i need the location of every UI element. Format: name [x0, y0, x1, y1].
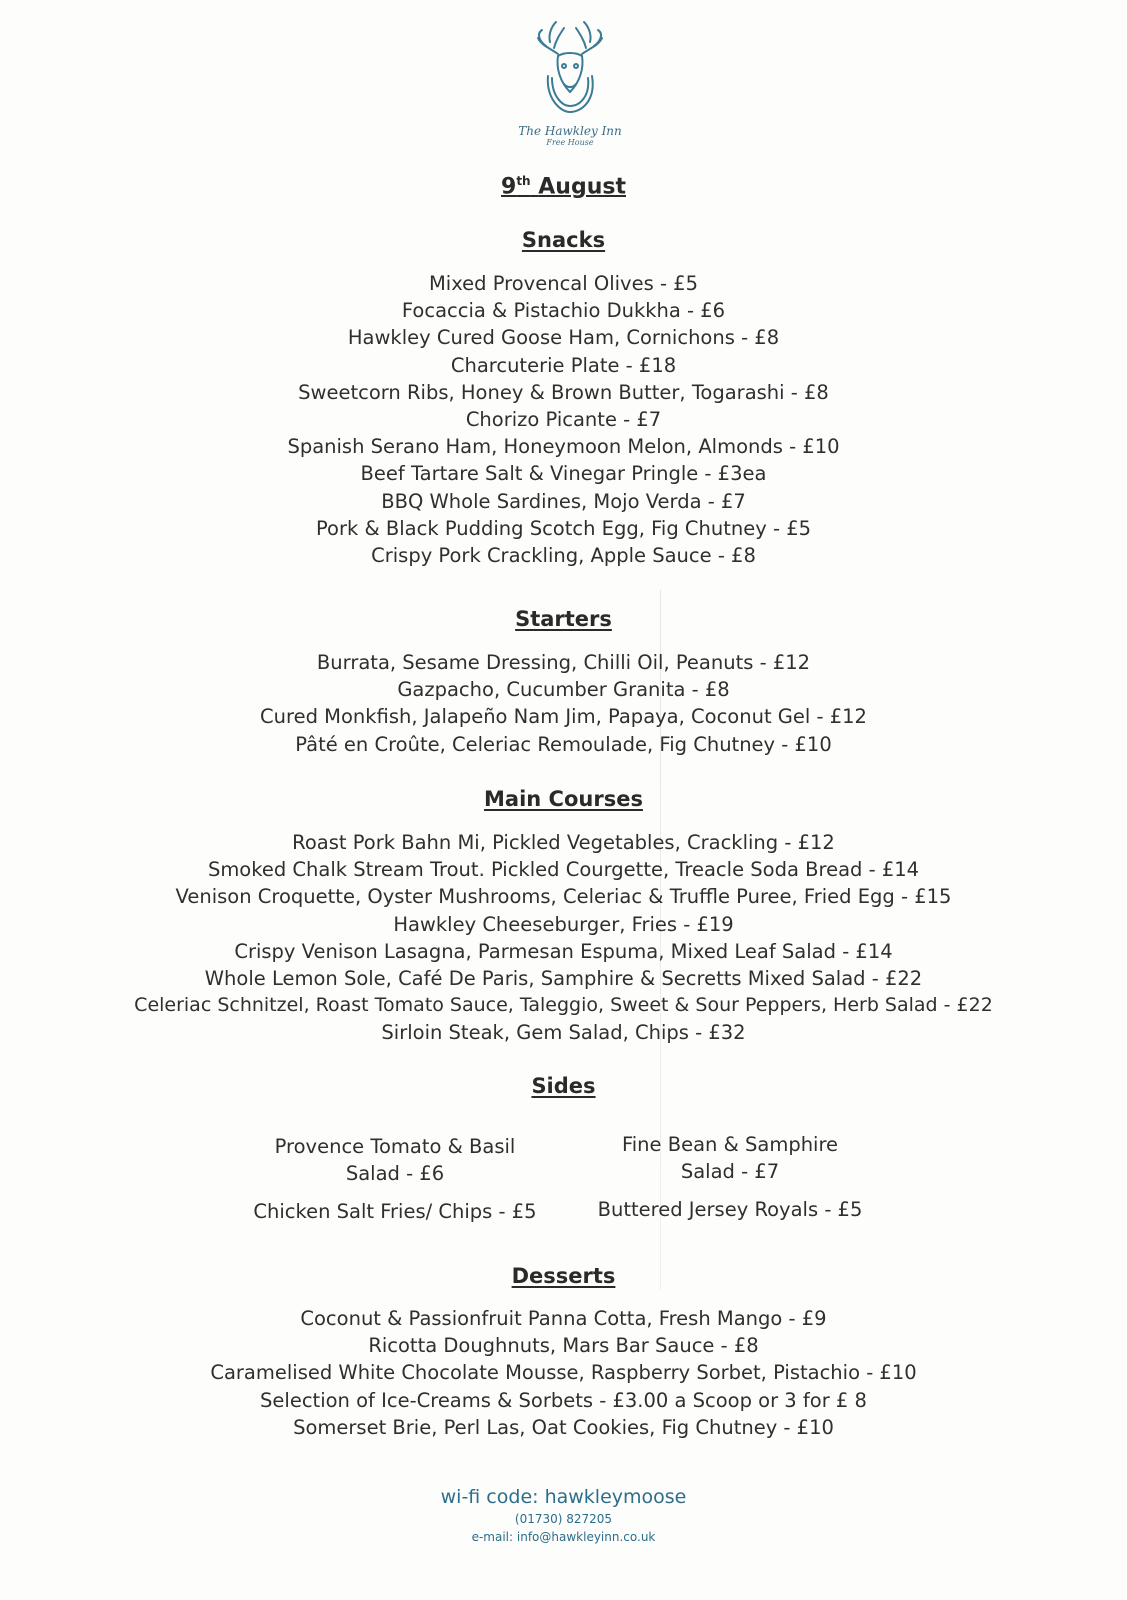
mains-heading: Main Courses [484, 787, 643, 811]
side-item-line2: Salad - £7 [680, 1160, 780, 1183]
side-item-line1: Buttered Jersey Royals - £5 [597, 1198, 863, 1221]
phone-number[interactable]: (01730) 827205 [514, 1512, 613, 1526]
list-item: Selection of Ice-Creams & Sorbets - £3.00 a Scoop or 3 for £ 8 [260, 1388, 867, 1412]
list-item: Pork & Black Pudding Scotch Egg, Fig Chutney - £5 [315, 516, 812, 540]
list-item: Spanish Serano Ham, Honeymoon Melon, Almonds - £10 [287, 435, 840, 459]
list-item: Beef Tartare Salt & Vinegar Pringle - £3ea [360, 462, 767, 486]
moose-head-icon [520, 12, 620, 122]
list-item: Crispy Venison Lasagna, Parmesan Espuma, Mixed Leaf Salad - £14 [234, 939, 893, 963]
list-item: Smoked Chalk Stream Trout. Pickled Courgette, Treacle Soda Bread - £14 [207, 858, 920, 882]
email-address[interactable]: e-mail: info@hawkleyinn.co.uk [471, 1530, 656, 1544]
list-item: Venison Croquette, Oyster Mushrooms, Celeriac & Truffle Puree, Fried Egg - £15 [175, 885, 952, 909]
list-item: Burrata, Sesame Dressing, Chilli Oil, Peanuts - £12 [316, 651, 811, 674]
list-item: Caramelised White Chocolate Mousse, Raspberry Sorbet, Pistachio - £10 [210, 1361, 917, 1385]
side-item-line1: Chicken Salt Fries/ Chips - £5 [253, 1200, 537, 1223]
inn-logo [500, 12, 640, 162]
list-item: Gazpacho, Cucumber Granita - £8 [397, 678, 730, 702]
desserts-list [0, 1305, 1127, 1441]
list-item: Mixed Provencal Olives - £5 [428, 272, 698, 295]
side-item-line1: Provence Tomato & Basil [274, 1135, 516, 1158]
list-item: Celeriac Schnitzel, Roast Tomato Sauce, Taleggio, Sweet & Sour Peppers, Herb Salad - £22 [134, 994, 993, 1017]
list-item: BBQ Whole Sardines, Mojo Verda - £7 [381, 489, 746, 513]
list-item: Crispy Pork Crackling, Apple Sauce - £8 [371, 544, 756, 568]
date-suffix: th [516, 174, 531, 188]
wifi-code: wi-fi code: hawkleymoose [440, 1486, 687, 1508]
list-item: Roast Pork Bahn Mi, Pickled Vegetables, Crackling - £12 [292, 831, 835, 854]
side-item [225, 1198, 565, 1225]
date-day: 9 [501, 174, 517, 200]
list-item: Focaccia & Pistachio Dukkha - £6 [401, 299, 726, 323]
side-item [580, 1196, 880, 1223]
logo-subtitle: Free House [546, 138, 594, 147]
desserts-heading: Desserts [511, 1264, 616, 1288]
snacks-heading: Snacks [521, 228, 606, 252]
starters-list [0, 649, 1127, 758]
mains-list [0, 829, 1127, 1047]
menu-date [0, 174, 1127, 199]
side-item [240, 1133, 550, 1187]
starters-heading: Starters [515, 607, 612, 631]
list-item: Sirloin Steak, Gem Salad, Chips - £32 [381, 1021, 746, 1045]
list-item: Whole Lemon Sole, Café De Paris, Samphire & Secretts Mixed Salad - £22 [204, 967, 923, 991]
list-item: Charcuterie Plate - £18 [450, 353, 677, 377]
list-item: Chorizo Picante - £7 [465, 408, 662, 432]
date-month: August [538, 174, 626, 200]
list-item: Coconut & Passionfruit Panna Cotta, Fresh Mango - £9 [300, 1307, 827, 1330]
list-item: Hawkley Cheeseburger, Fries - £19 [393, 912, 734, 936]
list-item: Sweetcorn Ribs, Honey & Brown Butter, Togarashi - £8 [298, 380, 829, 404]
sides-heading: Sides [531, 1074, 596, 1098]
side-item [590, 1131, 870, 1185]
snacks-list [0, 270, 1127, 569]
list-item: Hawkley Cured Goose Ham, Cornichons - £8 [347, 326, 780, 350]
list-item: Somerset Brie, Perl Las, Oat Cookies, Fig Chutney - £10 [293, 1415, 834, 1439]
side-item-line1: Fine Bean & Samphire [621, 1133, 839, 1156]
list-item: Ricotta Doughnuts, Mars Bar Sauce - £8 [368, 1334, 759, 1358]
list-item: Pâté en Croûte, Celeriac Remoulade, Fig Chutney - £10 [295, 732, 832, 756]
logo-name: The Hawkley Inn [518, 124, 622, 138]
side-item-line2: Salad - £6 [345, 1162, 445, 1185]
list-item: Cured Monkfish, Jalapeño Nam Jim, Papaya, Coconut Gel - £12 [260, 705, 867, 729]
